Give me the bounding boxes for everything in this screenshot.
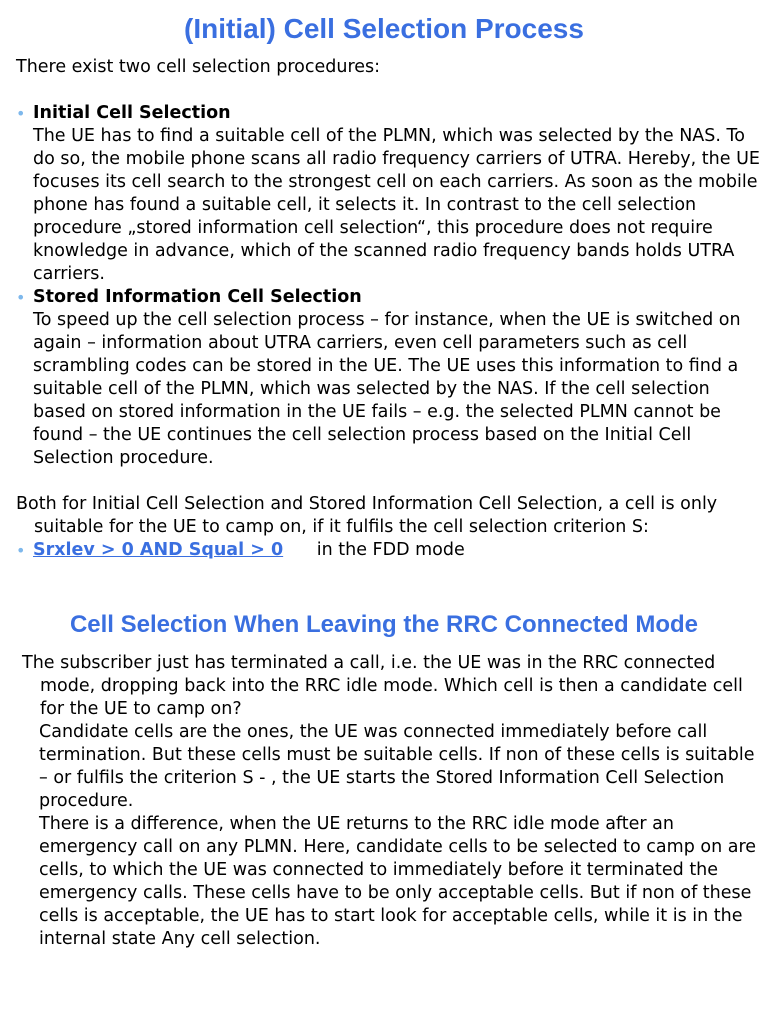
criterion-formula: Srxlev > 0 AND Squal > 0 xyxy=(33,540,284,560)
spacer xyxy=(16,470,760,493)
paragraph: The subscriber just has terminated a call, i.e. the UE was in the RRC connected mode, dropping back into the RRC idle mode. Which cell is then a candidate cell for the UE to camp on? xyxy=(22,653,743,719)
bullet-text: To speed up the cell selection process – for instance, when the UE is switched on again – information about UTRA carriers, even cell parameters such as cell scrambling codes can be stored in the UE. The UE uses this information to find a suitable cell of the PLMN, which was selected by the NAS. If the cell selection based on stored information in the UE fails – e.g. the selected PLMN cannot be found – the UE continues the cell selection process based on the Initial Cell Selection procedure. xyxy=(33,310,741,468)
slide-title: Cell Selection When Leaving the RRC Connected Mode xyxy=(69,611,699,638)
intro-text: There exist two cell selection procedures: xyxy=(16,57,381,77)
criterion-mode: in the FDD mode xyxy=(316,540,465,560)
bullet-text: The UE has to find a suitable cell of the PLMN, which was selected by the NAS. To do so, the mobile phone scans all radio frequency carriers of UTRA. Hereby, the UE focuses its cell search to the strongest cell on each carriers. As soon as the mobile phone has found a suitable cell, it selects it. In contrast to the cell selection procedure „stored information cell selection“, this procedure does not require knowledge in advance, which of the scanned radio frequency bands holds UTRA carriers. xyxy=(33,126,760,284)
slide-body xyxy=(0,652,768,951)
slide-body xyxy=(0,56,768,562)
paragraph: Candidate cells are the ones, the UE was connected immediately before call termination. But these cells must be suitable cells. If non of these cells is suitable – or fulfils the criterion S - , the UE starts the Stored Information Cell Selection procedure. xyxy=(39,722,755,811)
bullet-initial-cell-selection xyxy=(16,102,760,286)
bullet-dot-icon: • xyxy=(16,541,26,560)
slide-cell-selection-leaving-rrc xyxy=(0,578,768,1024)
bullet-title: Stored Information Cell Selection xyxy=(33,287,362,307)
paragraph: There is a difference, when the UE returns to the RRC idle mode after an emergency call on any PLMN. Here, candidate cells to be selected to camp on are cells, to which the UE was connected to immediately before it terminated the emergency calls. These cells have to be only acceptable cells. But if non of these cells is acceptable, the UE has to start look for acceptable cells, while it is in the internal state Any cell selection. xyxy=(39,814,757,949)
bullet-dot-icon: • xyxy=(16,104,26,123)
both-text: Both for Initial Cell Selection and Stored Information Cell Selection, a cell is only suitable for the UE to camp on, if it fulfils the cell selection criterion S: xyxy=(16,494,718,537)
slide-title: (Initial) Cell Selection Process xyxy=(184,13,584,44)
bullet-dot-icon: • xyxy=(16,288,26,307)
bullet-title: Initial Cell Selection xyxy=(33,103,231,123)
spacer xyxy=(16,79,760,102)
bullet-criterion xyxy=(16,539,760,562)
bullet-stored-information-cell-selection xyxy=(16,286,760,470)
